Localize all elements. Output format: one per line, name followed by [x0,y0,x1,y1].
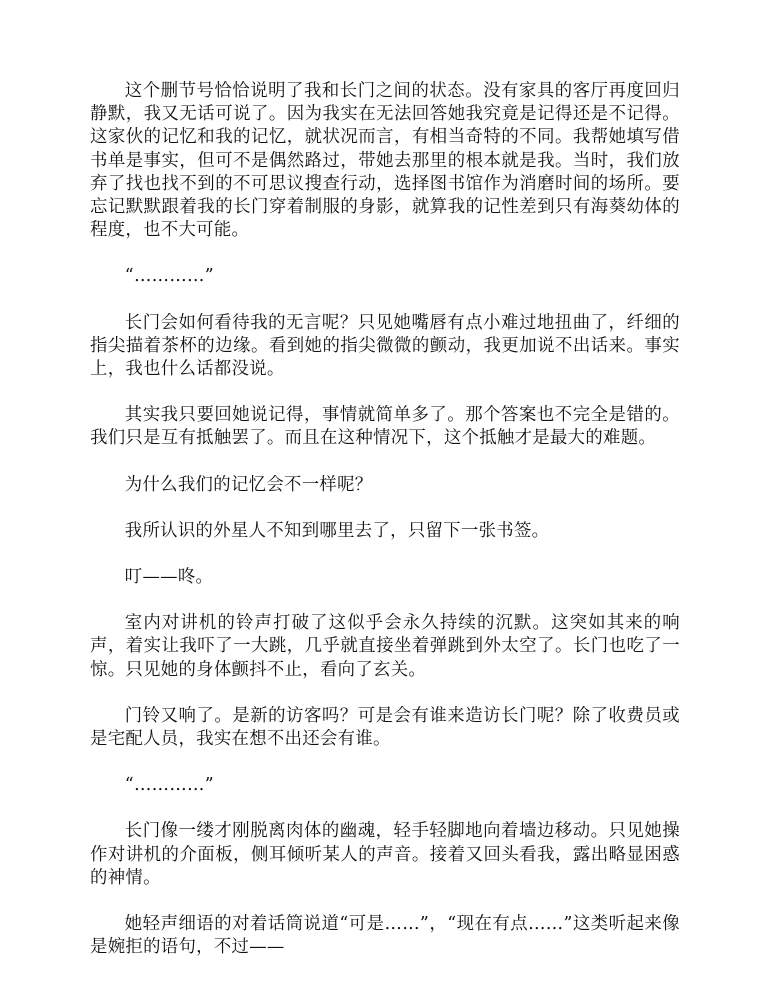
paragraph: 这个删节号恰恰说明了我和长门之间的状态。没有家具的客厅再度回归静默，我又无话可说了。因为我实在无法回答她我究竟是记得还是不记得。这家伙的记忆和我的记忆，就状况而言，有相当奇特的不同。我帮她填写借书单是事实，但可不是偶然路过，带她去那里的根本就是我。当时，我们放弃了找也找不到的不可思议搜查行动，选择图书馆作为消磨时间的场所。要忘记默默跟着我的长门穿着制服的身影，就算我的记性差到只有海葵幼体的程度，也不大可能。 [90,81,680,241]
paragraph: 为什么我们的记忆会不一样呢？ [124,474,373,495]
paragraph: 叮——咚。 [124,567,214,588]
paragraph: 长门像一缕才刚脱离肉体的幽魂，轻手轻脚地向着墙边移动。只见她操作对讲机的介面板，侧耳倾听某人的声音。接着又回头看我，露出略显困惑的神情。 [90,821,680,888]
paragraph: 门铃又响了。是新的访客吗？可是会有谁来造访长门呢？除了收费员或是宅配人员，我实在想不出还会有谁。 [90,705,680,750]
paragraph: 室内对讲机的铃声打破了这似乎会永久持续的沉默。这突如其来的响声，着实让我吓了一大跳，几乎就直接坐着弹跳到外太空了。长门也吃了一惊。只见她的身体颤抖不止，看向了玄关。 [90,613,680,680]
paragraph: “…………” [124,775,214,796]
paragraph: 其实我只要回她说记得，事情就简单多了。那个答案也不完全是错的。我们只是互有抵触罢了。而且在这种情况下，这个抵触才是最大的难题。 [90,405,680,449]
paragraph: 长门会如何看待我的无言呢？只见她嘴唇有点小难过地扭曲了，纤细的指尖描着茶杯的边缘。看到她的指尖微微的颤动，我更加说不出话来。事实上，我也什么话都没说。 [90,312,680,380]
paragraph: “…………” [124,266,214,287]
document-page [90,80,680,982]
paragraph: 我所认识的外星人不知到哪里去了，只留下一张书签。 [124,520,550,541]
paragraph: 她轻声细语的对着话筒说道“可是……”，“现在有点……”这类听起来像是婉拒的语句，不过—— [90,914,680,958]
